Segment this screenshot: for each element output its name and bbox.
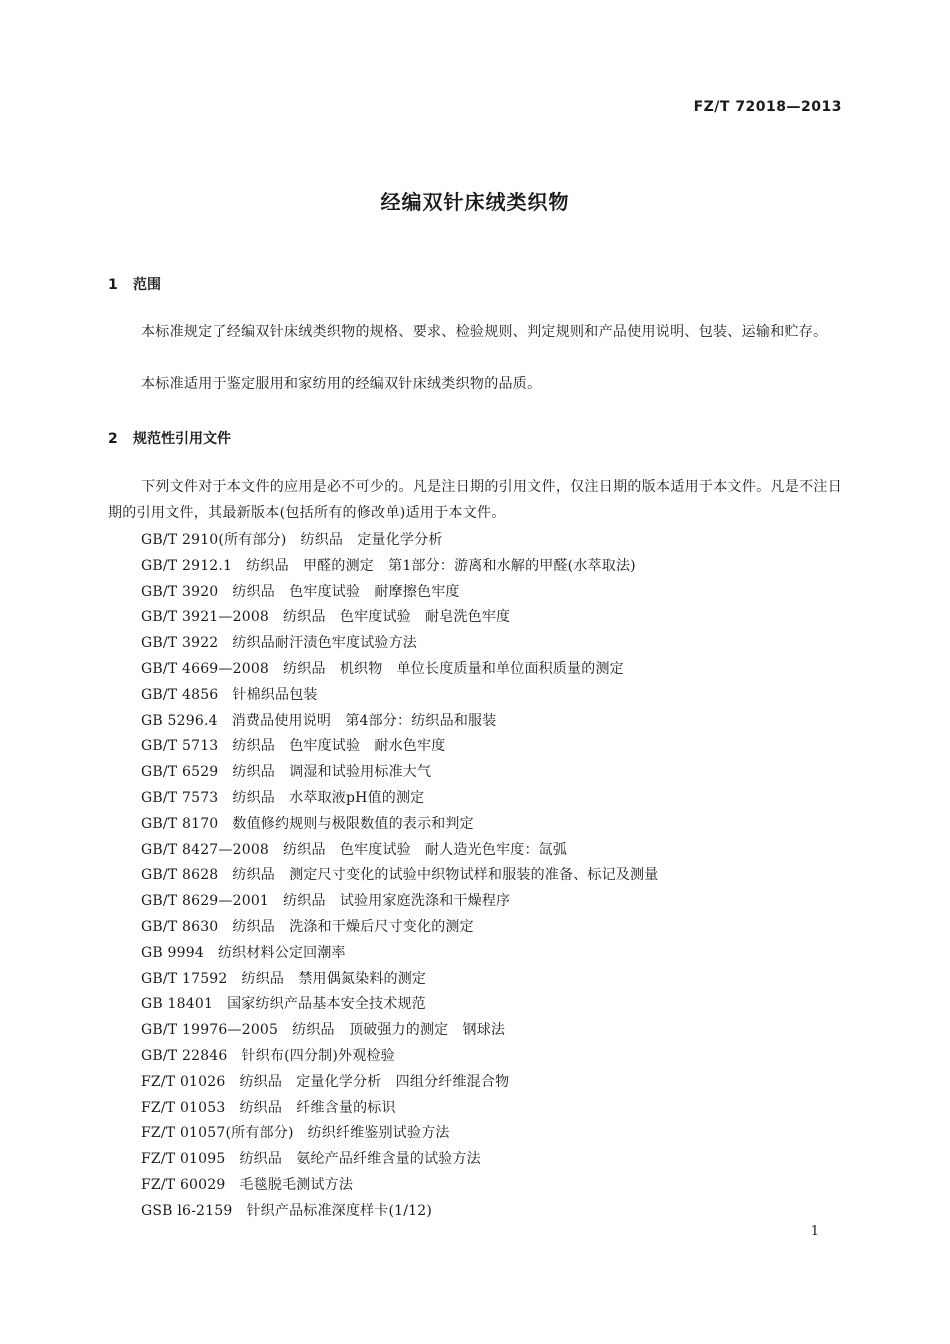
reference-title: 纺织品 色牢度试验 耐皂洗色牢度 <box>283 609 511 626</box>
reference-item <box>141 631 841 657</box>
reference-item <box>141 1147 841 1173</box>
page-number: 1 <box>810 1224 819 1239</box>
normative-references-list <box>141 528 841 1225</box>
reference-title: 纺织品 禁用偶氮染料的测定 <box>241 970 427 987</box>
reference-title: 消费品使用说明 第4部分：纺织品和服装 <box>231 712 497 729</box>
reference-title: 纺织品 机织物 单位长度质量和单位面积质量的测定 <box>283 660 624 677</box>
reference-code: GB/T 8427—2008 <box>141 841 270 858</box>
document-title: 经编双针床绒类织物 <box>380 190 570 214</box>
reference-code: GB/T 4669—2008 <box>141 660 270 677</box>
reference-code: GB/T 5713 <box>141 738 219 755</box>
scope-paragraph: 本标准规定了经编双针床绒类织物的规格、要求、检验规则、判定规则和产品使用说明、包装、运输和贮存。 <box>141 324 828 340</box>
reference-title: 纺织材料公定回潮率 <box>217 944 346 961</box>
reference-code: GB/T 8630 <box>141 918 219 935</box>
reference-code: FZ/T 60029 <box>141 1176 226 1193</box>
reference-code: GB/T 3922 <box>141 635 219 652</box>
reference-code: GB/T 7573 <box>141 789 219 806</box>
reference-title: 毛毯脱毛测试方法 <box>239 1176 354 1193</box>
reference-title: 针织产品标准深度样卡(1/12) <box>246 1202 433 1219</box>
reference-title: 针织布(四分制)外观检验 <box>241 1047 395 1064</box>
reference-title: 国家纺织产品基本安全技术规范 <box>227 996 426 1013</box>
section-title: 规范性引用文件 <box>133 431 231 447</box>
reference-title: 纺织品 调湿和试验用标准大气 <box>232 764 432 781</box>
reference-code: GB/T 4856 <box>141 686 219 703</box>
reference-code: GB 5296.4 <box>141 712 218 729</box>
reference-item <box>141 1044 841 1070</box>
reference-item <box>141 812 841 838</box>
reference-title: 纺织品 氨纶产品纤维含量的试验方法 <box>239 1151 481 1168</box>
reference-code: GB/T 8629—2001 <box>141 893 270 910</box>
reference-title: 纺织品 色牢度试验 耐摩擦色牢度 <box>232 583 460 600</box>
reference-code: GB/T 8628 <box>141 867 219 884</box>
reference-title: 纺织品 纤维含量的标识 <box>239 1099 396 1116</box>
section-2-heading <box>108 428 231 448</box>
reference-code: FZ/T 01053 <box>141 1099 226 1116</box>
reference-title: 纺织品 定量化学分析 四组分纤维混合物 <box>239 1073 510 1090</box>
reference-code: GB/T 6529 <box>141 764 219 781</box>
reference-item <box>141 915 841 941</box>
reference-item <box>141 605 841 631</box>
reference-title: 纺织品 洗涤和干燥后尺寸变化的测定 <box>232 918 474 935</box>
section-title: 范围 <box>133 277 161 293</box>
reference-item <box>141 554 841 580</box>
reference-code: GB/T 2912.1 <box>141 557 233 574</box>
reference-item <box>141 941 841 967</box>
reference-item <box>141 992 841 1018</box>
reference-item <box>141 657 841 683</box>
reference-item <box>141 838 841 864</box>
reference-title: 纺织纤维鉴别试验方法 <box>307 1125 450 1142</box>
reference-item <box>141 1018 841 1044</box>
reference-title: 纺织品 水萃取液pH值的测定 <box>232 789 425 806</box>
section-number: 2 <box>108 431 118 447</box>
reference-title: 纺织品耐汗渍色牢度试验方法 <box>232 635 418 652</box>
reference-code: FZ/T 01026 <box>141 1073 226 1090</box>
reference-title: 纺织品 定量化学分析 <box>300 532 443 548</box>
section-1-heading <box>108 274 161 294</box>
reference-code: GB/T 17592 <box>141 970 228 987</box>
reference-code: GB 18401 <box>141 996 214 1013</box>
reference-code: GB/T 19976—2005 <box>141 1022 279 1039</box>
reference-item <box>141 1173 841 1199</box>
reference-code: GB/T 3920 <box>141 583 219 600</box>
reference-title: 数值修约规则与极限数值的表示和判定 <box>232 815 474 832</box>
reference-title: 针棉织品包装 <box>232 686 318 703</box>
reference-code: FZ/T 01057(所有部分) <box>141 1125 294 1142</box>
reference-item <box>141 580 841 606</box>
reference-item <box>141 1199 841 1225</box>
reference-item <box>141 1070 841 1096</box>
reference-title: 纺织品 顶破强力的测定 钢球法 <box>292 1022 506 1039</box>
reference-item <box>141 967 841 993</box>
standard-code: FZ/T 72018—2013 <box>693 99 842 115</box>
reference-code: FZ/T 01095 <box>141 1151 226 1168</box>
reference-item <box>141 760 841 786</box>
reference-item <box>141 709 841 735</box>
reference-item <box>141 1096 841 1122</box>
reference-item <box>141 1121 841 1147</box>
reference-code: GB/T 3921—2008 <box>141 609 270 626</box>
reference-item <box>141 683 841 709</box>
section-number: 1 <box>108 277 118 293</box>
reference-code: GSB l6-2159 <box>141 1202 233 1219</box>
references-intro-paragraph: 下列文件对于本文件的应用是必不可少的。凡是注日期的引用文件，仅注日期的版本适用于本文件。凡是不注日期的引用文件，其最新版本(包括所有的修改单)适用于本文件。 <box>108 479 842 521</box>
reference-code: GB/T 8170 <box>141 815 219 832</box>
reference-title: 纺织品 甲醛的测定 第1部分：游离和水解的甲醛(水萃取法) <box>246 557 636 574</box>
reference-item <box>141 786 841 812</box>
reference-code: GB 9994 <box>141 944 204 961</box>
reference-title: 纺织品 测定尺寸变化的试验中织物试样和服装的准备、标记及测量 <box>232 867 659 884</box>
reference-item <box>141 863 841 889</box>
reference-item <box>141 889 841 915</box>
reference-code: GB/T 2910(所有部分) <box>141 532 287 548</box>
reference-title: 纺织品 色牢度试验 耐人造光色牢度：氙弧 <box>283 841 568 858</box>
reference-title: 纺织品 试验用家庭洗涤和干燥程序 <box>283 893 511 910</box>
reference-title: 纺织品 色牢度试验 耐水色牢度 <box>232 738 446 755</box>
reference-item <box>141 734 841 760</box>
scope-applicability-paragraph: 本标准适用于鉴定服用和家纺用的经编双针床绒类织物的品质。 <box>141 376 542 392</box>
reference-code: GB/T 22846 <box>141 1047 228 1064</box>
reference-item <box>141 528 841 554</box>
